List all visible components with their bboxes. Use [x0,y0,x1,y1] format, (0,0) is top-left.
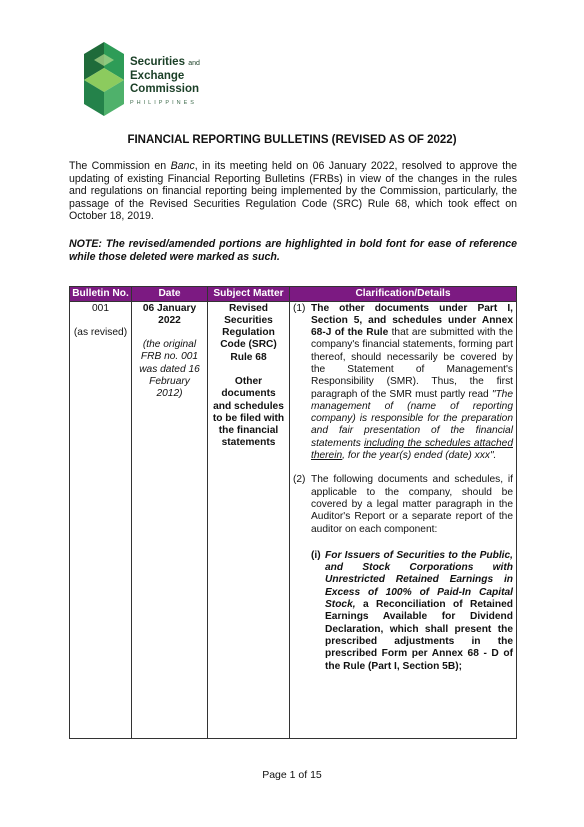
clarification-subitem-i: (i) For Issuers of Securities to the Public, and Stock Corporations with Unrestricted Retained Earnings in Excess of 100% of Paid-In Capital Stock, a Reconciliation of Retained Earnings Available for Dividend Declaration, which shall present the prescribed adjustments in the prescribed Form per Annex 68 - D of the Rule (Part I, Section 5B); [311,549,513,672]
item-1-number: (1) [293,302,306,314]
cell-clarification [290,301,517,738]
sec-hexagon-emblem-icon [80,40,128,120]
total-pages: 15 [310,769,322,781]
header-date: Date [132,287,208,302]
logo-line-exchange: Exchange [130,70,185,82]
logo-line-securities: Securities and [130,56,200,68]
subject-detail: Other documents and schedules to be filed with the financial statements [212,375,285,449]
note-paragraph: NOTE: The revised/amended portions are highlighted in bold font for ease of reference while those deleted were marked as such. [69,238,517,263]
logo-line-commission: Commission [130,83,200,95]
header-bulletin-no: Bulletin No. [70,287,132,302]
clarification-item-2: (2) The following documents and schedules, if applicable to the company, should be covered by a legal matter paragraph in the Auditor's Report or a separate report of the auditor on each component: [293,474,513,535]
subject-title: Revised Securities Regulation Code (SRC) Rule 68 [220,302,277,363]
item-2-number: (2) [293,474,306,486]
clarification-item-1: (1) The other documents under Part I, Section 5, and schedules under Annex 68-J of the Rule that are submitted with the company's financial statements, forming part thereof, should necessarily be covered by the Statement of Management's Responsibility (SMR). Thus, the first paragraph of the SMR must partly read "The management of (name of reporting company) is responsible for the preparation and fair presentation of the financial statements including the schedules attached therein, for the year(s) ended (date) xxx". [293,302,513,462]
bulletin-status: (as revised) [73,326,128,338]
header-subject-matter: Subject Matter [208,287,290,302]
bulletin-number: 001 [92,302,109,314]
cell-bulletin-no [70,301,132,738]
logo-wordmark [130,56,200,110]
document-title: FINANCIAL REPORTING BULLETINS (REVISED AS OF 2022) [127,134,457,146]
intro-paragraph: The Commission en Banc, in its meeting held on 06 January 2022, resolved to approve the updating of existing Financial Reporting Bulletins (FRBs) in view of the changes in the rules and regulations on financial reporting being implemented by the Commission, particularly, the passage of the Revised Securities Regulation Code (SRC) Rule 68, which took effect on October 18, 2019. [69,160,517,223]
bulletin-date: 06 January 2022 [142,302,197,326]
logo-line-philippines: PHILIPPINES [130,100,197,106]
sec-logo [80,40,210,120]
current-page-number: 1 [289,769,296,781]
header-clarification: Clarification/Details [290,287,517,302]
cell-subject-matter [208,301,290,738]
original-date-note: (the original FRB no. 001 was dated 16 February 2012) [139,339,200,400]
cell-date [132,301,208,738]
bulletin-table [69,286,517,739]
page-footer: Page 1 of 15 [262,769,322,781]
subitem-i-number: (i) [311,549,321,561]
table-row [70,301,517,738]
table-header-row [70,287,517,302]
